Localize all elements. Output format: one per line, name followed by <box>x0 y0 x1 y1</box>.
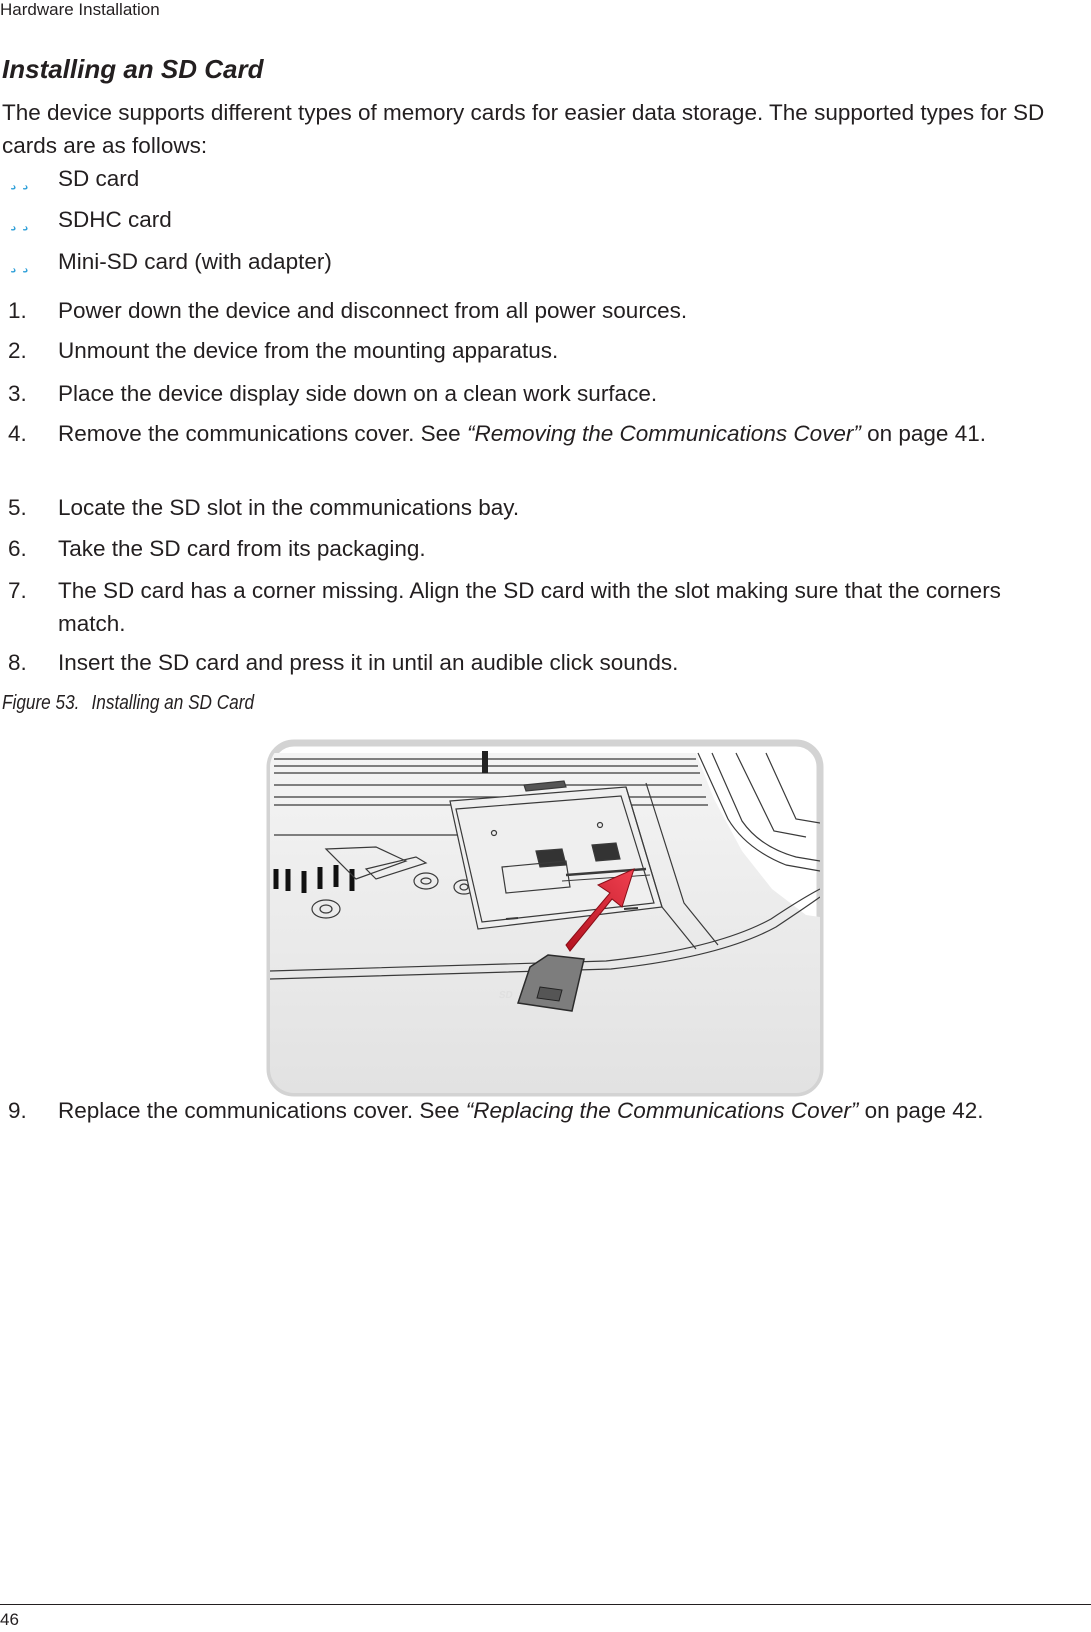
step-number: 7. <box>8 578 27 603</box>
step-text-before: Remove the communications cover. See <box>58 421 467 446</box>
step-text-before: Replace the communications cover. See <box>58 1098 466 1123</box>
step-number: 5. <box>8 495 27 520</box>
cross-reference-link[interactable]: “Removing the Communications Cover” <box>466 421 861 446</box>
step-text: Insert the SD card and press it in until an audible click sounds. <box>58 650 679 675</box>
figure-caption <box>2 688 254 718</box>
step-number: 3. <box>8 381 27 406</box>
intro-paragraph: The device supports different types of memory cards for easier data storage. The supported types for SD cards are as follows: <box>2 100 1045 158</box>
step-number: 1. <box>8 298 27 323</box>
step-number: 8. <box>8 650 27 675</box>
step-text: Place the device display side down on a clean work surface. <box>58 381 658 406</box>
running-header: Hardware Installation <box>0 0 160 19</box>
bullet-icon: ¸¸ <box>8 207 32 232</box>
sd-card-installation-illustration <box>266 739 824 1097</box>
figure-number: Figure 53. <box>2 692 80 714</box>
card-type-label: SD card <box>58 166 140 191</box>
step-text: The SD card has a corner missing. Align the SD card with the slot making sure that the corners match. <box>58 578 1001 636</box>
step-number: 2. <box>8 338 27 363</box>
step-text: Take the SD card from its packaging. <box>58 536 426 561</box>
step-text <box>58 417 1048 450</box>
step-number: 4. <box>8 421 27 446</box>
card-type-label: SDHC card <box>58 207 172 232</box>
step-text: Unmount the device from the mounting apparatus. <box>58 338 559 363</box>
step-text: Locate the SD slot in the communications bay. <box>58 495 520 520</box>
card-type-label: Mini-SD card (with adapter) <box>58 249 332 274</box>
section-title: Installing an SD Card <box>2 54 264 84</box>
step-text-after: on page 41. <box>860 421 986 446</box>
bullet-icon: ¸¸ <box>8 166 32 191</box>
footer-divider <box>0 1604 1091 1605</box>
cross-reference-link[interactable]: “Replacing the Communications Cover” <box>465 1098 859 1123</box>
step-text <box>58 1094 1048 1127</box>
sd-card-label: SD <box>497 990 514 1001</box>
figure-title: Installing an SD Card <box>91 692 255 714</box>
step-number: 6. <box>8 536 27 561</box>
step-number: 9. <box>8 1098 27 1123</box>
page-number: 46 <box>0 1610 19 1629</box>
step-text: Power down the device and disconnect from all power sources. <box>58 298 688 323</box>
step-text-after: on page 42. <box>858 1098 984 1123</box>
bullet-icon: ¸¸ <box>8 249 32 274</box>
